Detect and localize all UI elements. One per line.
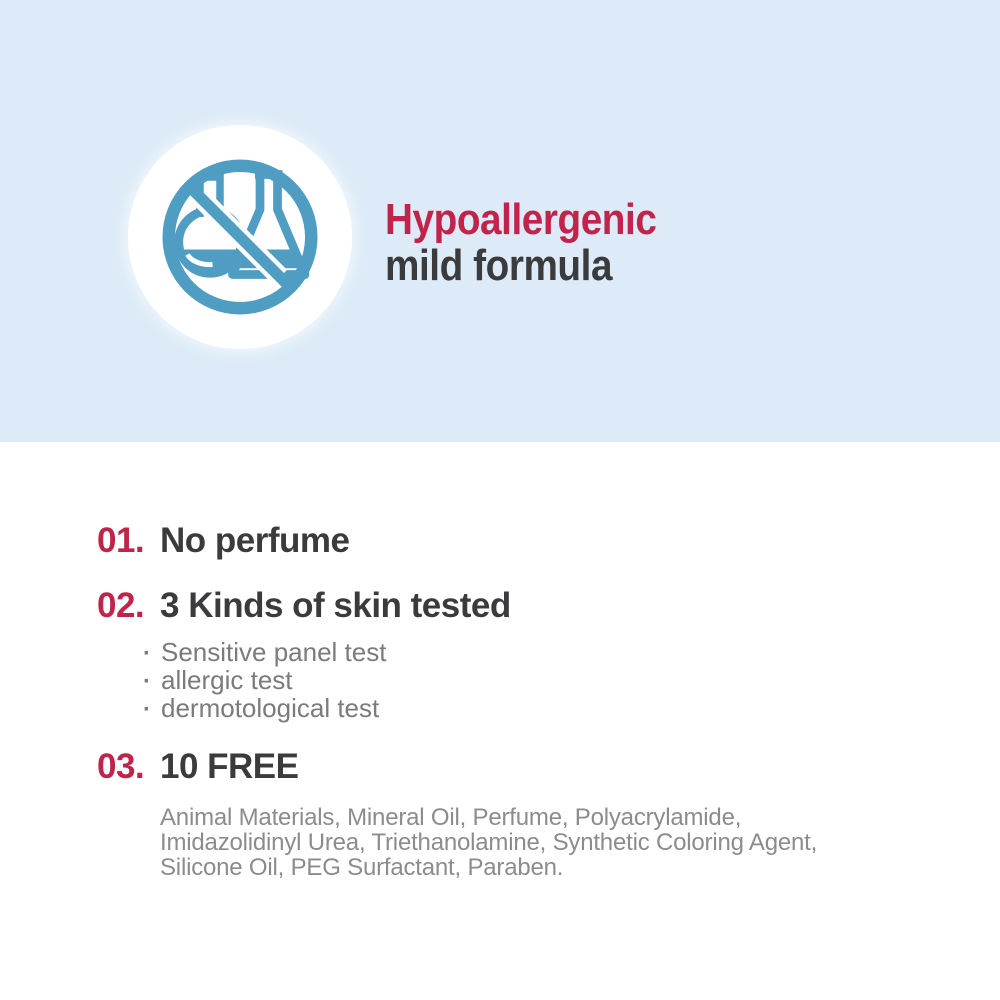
description-line: Imidazolidinyl Urea, Triethanolamine, Synthetic Coloring Agent,: [160, 829, 818, 856]
bullet-dot: ·: [143, 668, 151, 695]
free-ingredients-description: [160, 805, 817, 880]
list-item: [143, 667, 386, 695]
bullet-dot: ·: [143, 696, 151, 723]
bullet-dot: ·: [143, 640, 151, 667]
feature-title: No perfume: [160, 521, 350, 560]
no-chemicals-flasks-icon: [140, 137, 340, 337]
feature-title: 3 Kinds of skin tested: [160, 586, 511, 625]
description-line: Animal Materials, Mineral Oil, Perfume, Polyacrylamide,: [160, 804, 742, 831]
feature-item-10-free: [97, 747, 299, 787]
skin-test-bullet-list: [143, 639, 386, 723]
hero-banner: [0, 0, 1000, 442]
bullet-text: dermotological test: [161, 693, 380, 723]
list-item: [143, 639, 386, 667]
feature-item-skin-tested: [97, 586, 511, 626]
feature-title: 10 FREE: [160, 747, 299, 786]
bullet-text: allergic test: [161, 665, 293, 695]
bullet-text: Sensitive panel test: [161, 637, 387, 667]
feature-number: 01.: [97, 521, 145, 560]
icon-badge: [128, 125, 352, 349]
banner-title: Hypoallergenic: [385, 195, 657, 244]
list-item: [143, 695, 386, 723]
banner-subtitle: mild formula: [385, 241, 613, 290]
banner-title-block: [385, 197, 656, 289]
description-line: Silicone Oil, PEG Surfactant, Paraben.: [160, 854, 564, 881]
feature-number: 03.: [97, 747, 145, 786]
feature-item-no-perfume: [97, 521, 349, 561]
feature-number: 02.: [97, 586, 145, 625]
